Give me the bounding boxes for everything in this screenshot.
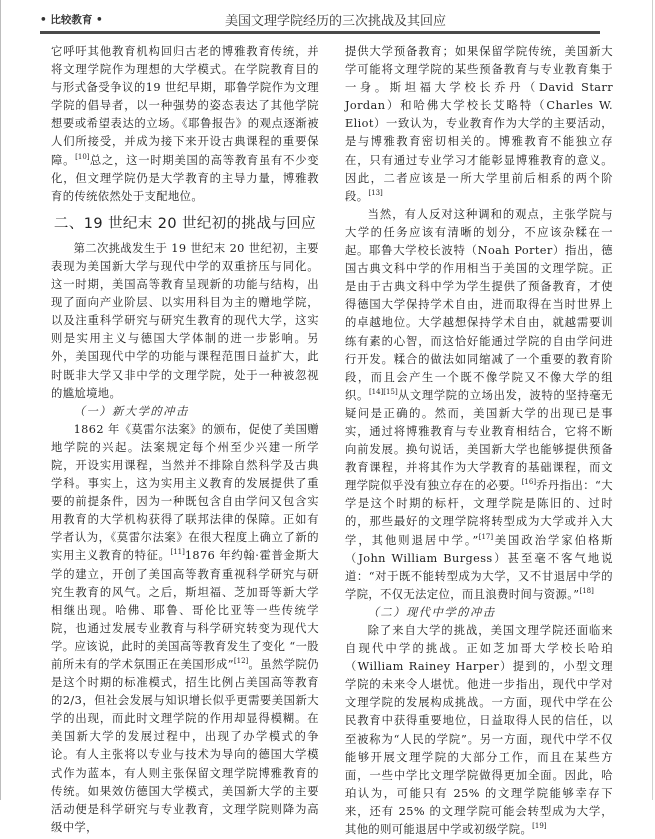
paragraph-text: 从文理学院的立场出发，波特的坚持毫无疑问是正确的。然而，美国新大学的出现已是事实，通过将博雅教育与专业教育相结合，它将不断向前发展。换句说话，美国新大学也能够提供预备教育课程，并将其作为大学教育的基础课程，而文理学院似乎没有独立存在的必要。 — [345, 388, 614, 493]
paragraph-text: 。虽然学院仍是这个时期的标准模式，招生比例占美国高等教育的2/3，但社会发展与知识增长似乎更需要美国新大学的出现，而此时文理学院的作用却显得模糊。在美国新大学的发展过程中，出现了办学模式的争论。有人主张将以专业与技术为导向的德国大学模式作为蓝本，有人则主张保留文理学院博雅教育的传统。如果效仿德国大学模式，美国新大学的主要活动便是科学研究与专业教育，文理学院则降为高级中学， — [51, 658, 319, 834]
paragraph-text: 它呼吁其他教育机构回归古老的博雅教育传统，并将文理学院作为理想的大学模式。在学院教育目的与形式备受争议的19 世纪早期，耶鲁学院作为文理学院的倡导者，以一种强势的姿态表达了其他学院想要或希望表达的立场。《耶鲁报告》的观点逐渐被人们所接受，并成为接下来开设古典课程的重要保障。 — [51, 45, 319, 167]
paragraph-text: 除了来自大学的挑战，美国文理学院还面临来自现代中学的挑战。正如芝加哥大学校长哈珀（William Rainey Harper）提到的，小型文理学院的未来令人堪忧。他进一步指出，现代中学对文理学院的发展构成挑战。一方面，现代中学在公民教育中获得重要地位，日益取得人民的信任，以至被称为“人民的学院”。另一方面，现代中学不仅能够开展文理学院的大部分工作，而且在某些方面，一些中学比文理学院做得更加全面。因此，哈珀认为，可能只有 25% 的文理学院能够幸存下来，还有 25% 的文理学院可能会转型成为大学，其他的则可能退居中学或初级学院。 — [345, 624, 613, 837]
page-edge — [0, 0, 1, 800]
paragraph-text: 美国政治学家伯格斯（John William Burgess）甚至毫不客气地说道：“对于既不能转型成为大学，又不甘退居中学的学院，不仅无法定位，而且浪费时间与资源。” — [345, 533, 613, 601]
paragraph — [345, 206, 613, 604]
page-edge — [652, 0, 653, 800]
paragraph — [345, 622, 613, 839]
citation[interactable]: [18] — [579, 586, 594, 595]
paragraph-text: 乔丹指出：“大学是这个时期的标杆，文理学院是陈旧的、过时的，那些最好的文理学院将转型成为大学或并入大学，其他则退居中学。” — [345, 479, 613, 547]
citation[interactable]: [14][15] — [368, 387, 398, 396]
citation[interactable]: [10] — [75, 152, 90, 161]
right-column — [345, 43, 613, 839]
section-heading: 二、19 世纪末 20 世纪初的挑战与回应 — [53, 215, 317, 232]
citation[interactable]: [11] — [170, 548, 185, 557]
paragraph-text: 提供大学预备教育；如果保留学院传统，美国新大学可能将文理学院的某些预备教育与专业教育集于一身。斯坦福大学校长乔丹（David Starr Jordan）和哈佛大学校长艾略特（Charles W. Eliot）一致认为，专业教育作为大学的主要活动，是与博雅教育密切相关的。博雅教育不能独立存在，只有通过专业学习才能彰显博雅教育的意义。因此，二者应该是一所大学里前后相系的两个阶段。 — [345, 45, 613, 203]
subsection-heading: （二）现代中学的冲击 — [367, 605, 496, 619]
citation[interactable]: [16] — [521, 478, 537, 487]
header-rule — [40, 31, 600, 34]
article-title: 美国文理学院经历的三次挑战及其回应 — [225, 14, 447, 29]
subsection-heading: （一）新大学的冲击 — [73, 404, 189, 418]
paragraph-text: 当然，有人反对这种调和的观点，主张学院与大学的任务应该有清晰的划分，不应该杂糅在一起。耶鲁大学校长波特（Noah Porter）指出，德国古典文科中学的作用相当于美国的文理学院。正是由于古典文科中学为学生提供了预备教育，才使得德国大学保持学术自由，进而取得在当时世界上的卓越地位。大学越想保持学术自由，就越需要训练有素的心智，而这恰好能通过学院的自由学问进行开发。糅合的做法如同缩减了一个重要的教育阶段，而且会产生一个既不像学院又不像大学的组织。 — [345, 207, 613, 402]
paragraph-text: 1862 年《莫雷尔法案》的颁布，促使了美国赠地学院的兴起。法案规定每个州至少兴建一所学院，开设实用课程，当然并不排除自然科学及古典学科。事实上，这为实用主义教育的发展提供了重要的前提条件，因为一种既包含自由学问又包含实用教育的大学机构获得了联邦法律的保障。正如有学者认为，《莫雷尔法案》在很大程度上确立了新的实用主义教育的特征。 — [51, 422, 319, 563]
left-column — [51, 43, 319, 837]
citation[interactable]: [19] — [532, 822, 547, 831]
paragraph — [51, 43, 319, 206]
journal-section-label: • 比较教育 • — [40, 14, 103, 26]
paragraph — [345, 43, 613, 206]
citation[interactable]: [17] — [478, 532, 494, 541]
paragraph-text: 1876 年约翰·霍普金斯大学的建立，开创了美国高等教育重视科学研究与研究生教育的风气。之后，斯坦福、芝加哥等新大学相继出现。哈佛、耶鲁、哥伦比亚等一些传统学院，也通过发展专业教育与科学研究转变为现代大学。应该说，此时的美国高等教育发生了变化 “一股前所未有的学术氛围正在美国形成” — [51, 549, 319, 671]
paragraph-text: 总之，这一时期美国的高等教育虽有不少变化，但文理学院仍是大学教育的主导力量，博雅教育的传统依然处于支配地位。 — [51, 153, 319, 203]
citation[interactable]: [12] — [233, 657, 249, 665]
running-header — [40, 10, 600, 32]
paragraph — [51, 421, 319, 837]
paragraph: 第二次挑战发生于 19 世纪末 20 世纪初，主要表现为美国新大学与现代中学的双重挤压与同化。这一时期，美国高等教育呈现新的功能与结构，出现了面向产业阶层、以实用科目为主的赠地学院，以及注重科学研究与研究生教育的现代大学，这实则是实用主义与德国大学体制的进一步影响。另外，美国现代中学的功能与课程范围日益扩大，此时既非大学又非中学的文理学院，处于一种被忽视的尴尬境地。 — [51, 241, 319, 400]
citation[interactable]: [13] — [368, 188, 383, 197]
